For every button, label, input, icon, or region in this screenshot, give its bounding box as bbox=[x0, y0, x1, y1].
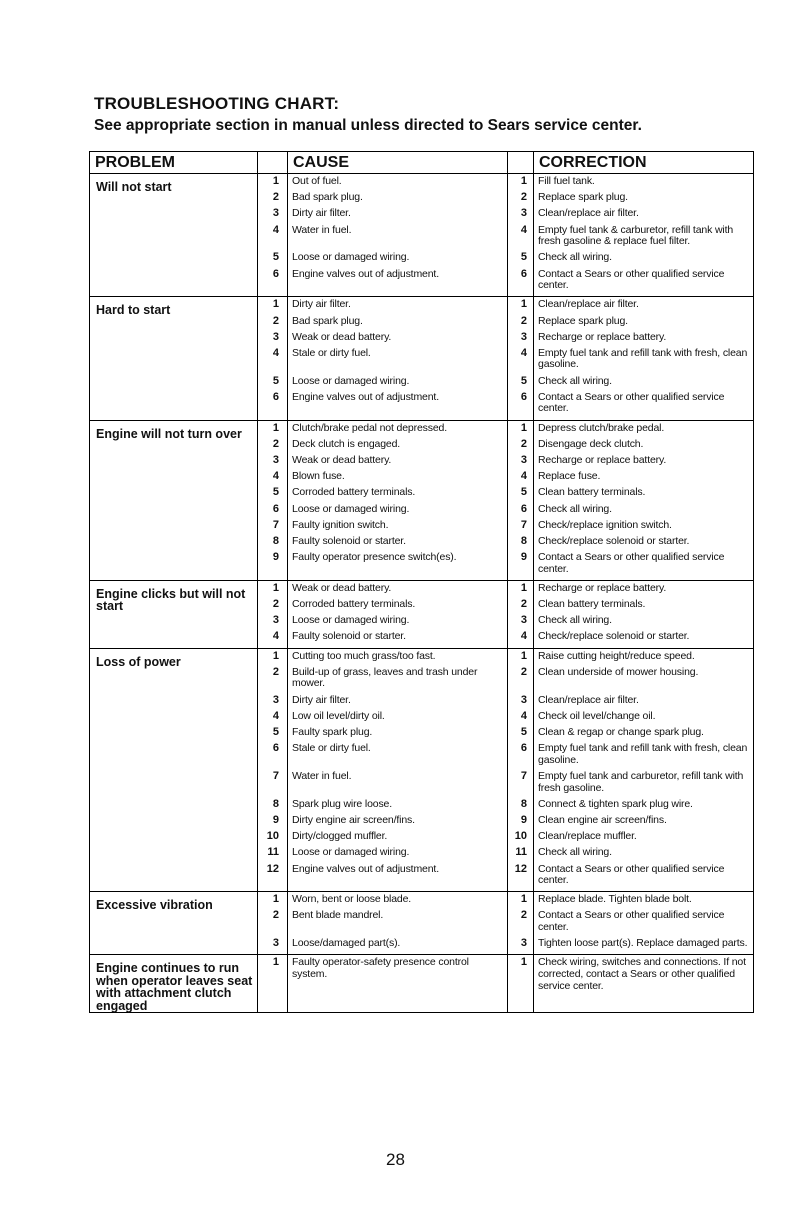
correction-numbers bbox=[508, 174, 534, 297]
cause-text: Cutting too much grass/too fast. bbox=[292, 649, 436, 662]
cause-text: Corroded battery terminals. bbox=[292, 598, 416, 611]
table-row bbox=[90, 174, 754, 297]
cause-number: 3 bbox=[272, 207, 279, 220]
correction-number: 6 bbox=[520, 742, 527, 755]
cause-text: Dirty air filter. bbox=[292, 693, 351, 706]
correction-number: 1 bbox=[520, 421, 527, 434]
cause-number: 1 bbox=[272, 649, 279, 662]
cause-number: 2 bbox=[272, 314, 279, 327]
correction-number: 9 bbox=[520, 813, 527, 826]
correction-text: Clean & regap or change spark plug. bbox=[538, 726, 704, 738]
cause-numbers bbox=[258, 420, 288, 580]
cause-number: 3 bbox=[272, 454, 279, 466]
cause-number: 4 bbox=[272, 470, 279, 483]
cause-number: 2 bbox=[272, 665, 279, 678]
problem-cell: Engine will not turn over bbox=[90, 420, 258, 580]
cause-numbers bbox=[258, 297, 288, 420]
cause-text: Worn, bent or loose blade. bbox=[292, 893, 412, 906]
correction-text: Tighten loose part(s). Replace damaged parts. bbox=[538, 937, 748, 950]
cause-text: Stale or dirty fuel. bbox=[292, 742, 371, 755]
correction-numbers bbox=[508, 648, 534, 892]
cause-number: 7 bbox=[272, 769, 279, 782]
correction-numbers bbox=[508, 420, 534, 580]
cause-text: Dirty engine air screen/fins. bbox=[292, 813, 415, 826]
cause-numbers bbox=[258, 648, 288, 892]
cause-numbers bbox=[258, 955, 288, 1013]
correction-text: Check/replace ignition switch. bbox=[538, 518, 672, 531]
correction-text: Check all wiring. bbox=[538, 614, 612, 627]
correction-number: 3 bbox=[520, 693, 527, 706]
cause-text: Weak or dead battery. bbox=[292, 454, 392, 466]
table-row bbox=[90, 420, 754, 580]
correction-number: 9 bbox=[520, 551, 527, 564]
correction-number: 2 bbox=[520, 598, 527, 611]
correction-text: Check all wiring. bbox=[538, 251, 612, 264]
cause-number: 5 bbox=[272, 486, 279, 499]
cause-text: Engine valves out of adjustment. bbox=[292, 390, 439, 403]
correction-numbers bbox=[508, 580, 534, 648]
correction-text: Clean battery terminals. bbox=[538, 486, 646, 499]
cause-text: Weak or dead battery. bbox=[292, 581, 392, 594]
cause-text: Deck clutch is engaged. bbox=[292, 437, 401, 450]
cause-text: Bent blade mandrel. bbox=[292, 909, 384, 922]
table-row bbox=[90, 580, 754, 648]
correction-number: 5 bbox=[520, 251, 527, 264]
cause-number: 6 bbox=[272, 267, 279, 280]
cause-number: 1 bbox=[272, 893, 279, 906]
cause-number: 7 bbox=[272, 518, 279, 531]
correction-text: Replace blade. Tighten blade bolt. bbox=[538, 893, 692, 906]
correction-number: 6 bbox=[520, 502, 527, 515]
cause-text: Faulty ignition switch. bbox=[292, 518, 389, 531]
correction-number: 11 bbox=[515, 846, 527, 859]
correction-text: Clean/replace air filter. bbox=[538, 693, 639, 706]
cause-text: Stale or dirty fuel. bbox=[292, 346, 371, 359]
problem-cell: Loss of power bbox=[90, 648, 258, 892]
cause-number: 4 bbox=[272, 630, 279, 643]
correction-numbers bbox=[508, 955, 534, 1013]
correction-number: 5 bbox=[520, 486, 527, 499]
cause-cell bbox=[288, 174, 508, 297]
correction-number: 3 bbox=[520, 614, 527, 627]
correction-number: 3 bbox=[520, 454, 527, 466]
correction-text: Replace spark plug. bbox=[538, 191, 628, 204]
chart-subtitle: See appropriate section in manual unless directed to Sears service center. bbox=[94, 117, 642, 134]
cause-text: Build-up of grass, leaves and trash under mower. bbox=[292, 665, 478, 690]
chart-title: TROUBLESHOOTING CHART: bbox=[94, 94, 340, 113]
cause-number: 9 bbox=[272, 551, 279, 564]
correction-text: Recharge or replace battery. bbox=[538, 581, 667, 594]
correction-cell bbox=[534, 580, 754, 648]
correction-cell bbox=[534, 174, 754, 297]
cause-text: Faulty operator-safety presence control system. bbox=[292, 956, 469, 981]
table-body bbox=[90, 174, 754, 1013]
correction-number: 7 bbox=[520, 518, 527, 531]
cause-cell bbox=[288, 297, 508, 420]
correction-text: Check all wiring. bbox=[538, 374, 612, 387]
correction-number: 7 bbox=[520, 769, 527, 782]
table-header-row bbox=[90, 152, 754, 174]
cause-number: 3 bbox=[272, 937, 279, 950]
correction-number: 1 bbox=[520, 298, 527, 311]
cause-cell bbox=[288, 420, 508, 580]
table-row bbox=[90, 648, 754, 892]
correction-text: Check/replace solenoid or starter. bbox=[538, 630, 690, 643]
cause-number: 10 bbox=[266, 830, 279, 843]
cause-text: Faulty solenoid or starter. bbox=[292, 534, 406, 547]
cause-number: 1 bbox=[272, 581, 279, 594]
correction-cell bbox=[534, 420, 754, 580]
cause-header: CAUSE bbox=[288, 152, 508, 174]
cause-text: Engine valves out of adjustment. bbox=[292, 267, 439, 280]
cause-text: Water in fuel. bbox=[292, 769, 352, 782]
table-row bbox=[90, 955, 754, 1013]
cause-text: Spark plug wire loose. bbox=[292, 797, 393, 810]
cause-text: Corroded battery terminals. bbox=[292, 486, 416, 499]
cause-text: Loose/damaged part(s). bbox=[292, 937, 401, 950]
correction-number: 2 bbox=[520, 191, 527, 204]
cause-number: 5 bbox=[272, 726, 279, 738]
correction-text: Disengage deck clutch. bbox=[538, 437, 644, 450]
correction-number: 1 bbox=[520, 956, 527, 969]
cause-number: 1 bbox=[272, 421, 279, 434]
cause-numbers bbox=[258, 174, 288, 297]
cause-number-header bbox=[258, 152, 288, 174]
correction-number: 4 bbox=[520, 346, 527, 359]
correction-text: Contact a Sears or other qualified service center. bbox=[538, 390, 725, 415]
correction-number: 2 bbox=[520, 665, 527, 678]
cause-cell bbox=[288, 580, 508, 648]
cause-number: 8 bbox=[272, 797, 279, 810]
problem-cell: Will not start bbox=[90, 174, 258, 297]
page-number: 28 bbox=[386, 1150, 405, 1169]
cause-number: 6 bbox=[272, 502, 279, 515]
correction-number: 4 bbox=[520, 470, 527, 483]
cause-text: Bad spark plug. bbox=[292, 314, 363, 327]
correction-text: Connect & tighten spark plug wire. bbox=[538, 797, 693, 810]
correction-text: Recharge or replace battery. bbox=[538, 330, 667, 343]
table-row bbox=[90, 892, 754, 955]
cause-number: 11 bbox=[267, 846, 279, 859]
cause-numbers bbox=[258, 892, 288, 955]
correction-numbers bbox=[508, 297, 534, 420]
correction-text: Check/replace solenoid or starter. bbox=[538, 534, 690, 547]
table-row bbox=[90, 297, 754, 420]
correction-number: 2 bbox=[520, 314, 527, 327]
cause-text: Loose or damaged wiring. bbox=[292, 502, 410, 515]
cause-text: Dirty air filter. bbox=[292, 298, 351, 311]
cause-number: 4 bbox=[272, 709, 279, 722]
correction-number: 8 bbox=[520, 534, 527, 547]
cause-number: 2 bbox=[272, 437, 279, 450]
correction-number: 1 bbox=[520, 175, 527, 187]
cause-text: Faulty spark plug. bbox=[292, 726, 373, 738]
cause-text: Low oil level/dirty oil. bbox=[292, 709, 385, 722]
cause-text: Loose or damaged wiring. bbox=[292, 614, 410, 627]
correction-number: 6 bbox=[520, 267, 527, 280]
correction-number: 2 bbox=[520, 909, 527, 922]
correction-numbers bbox=[508, 892, 534, 955]
cause-number: 5 bbox=[272, 251, 279, 264]
correction-text: Check oil level/change oil. bbox=[538, 709, 656, 722]
problem-cell: Hard to start bbox=[90, 297, 258, 420]
cause-number: 1 bbox=[272, 298, 279, 311]
problem-cell: Engine clicks but will not start bbox=[90, 580, 258, 648]
correction-number: 4 bbox=[520, 709, 527, 722]
correction-text: Check wiring, switches and connections. If not corrected, contact a Sears or other qualified service center. bbox=[538, 956, 746, 992]
correction-text: Empty fuel tank and refill tank with fresh, clean gasoline. bbox=[538, 346, 748, 371]
correction-text: Clean engine air screen/fins. bbox=[538, 813, 667, 826]
correction-text: Empty fuel tank and carburetor, refill tank with fresh gasoline. bbox=[538, 769, 744, 794]
correction-text: Clean underside of mower housing. bbox=[538, 665, 699, 678]
correction-text: Recharge or replace battery. bbox=[538, 454, 667, 466]
correction-text: Raise cutting height/reduce speed. bbox=[538, 649, 695, 662]
correction-number: 1 bbox=[520, 893, 527, 906]
cause-text: Loose or damaged wiring. bbox=[292, 374, 410, 387]
correction-number: 12 bbox=[514, 862, 527, 875]
cause-text: Out of fuel. bbox=[292, 175, 342, 187]
correction-number: 5 bbox=[520, 726, 527, 738]
correction-text: Empty fuel tank & carburetor, refill tank with fresh gasoline & replace fuel filter. bbox=[538, 223, 734, 248]
problem-header: PROBLEM bbox=[90, 152, 258, 174]
correction-header: CORRECTION bbox=[534, 152, 754, 174]
cause-text: Water in fuel. bbox=[292, 223, 352, 236]
cause-number: 4 bbox=[272, 346, 279, 359]
correction-number: 3 bbox=[520, 207, 527, 220]
cause-number: 5 bbox=[272, 374, 279, 387]
cause-number: 6 bbox=[272, 742, 279, 755]
cause-text: Loose or damaged wiring. bbox=[292, 251, 410, 264]
correction-number: 1 bbox=[520, 581, 527, 594]
correction-number: 1 bbox=[520, 649, 527, 662]
cause-cell bbox=[288, 648, 508, 892]
cause-number: 4 bbox=[272, 223, 279, 236]
correction-text: Contact a Sears or other qualified service center. bbox=[538, 862, 725, 887]
correction-cell bbox=[534, 955, 754, 1013]
cause-number: 12 bbox=[266, 862, 279, 875]
correction-cell bbox=[534, 892, 754, 955]
cause-text: Bad spark plug. bbox=[292, 191, 363, 204]
correction-text: Contact a Sears or other qualified service center. bbox=[538, 551, 725, 575]
cause-text: Faulty solenoid or starter. bbox=[292, 630, 406, 643]
correction-text: Check all wiring. bbox=[538, 502, 612, 515]
cause-cell bbox=[288, 892, 508, 955]
cause-number: 3 bbox=[272, 614, 279, 627]
problem-cell: Engine continues to run when operator leaves seat with attachment clutch engaged bbox=[90, 955, 258, 1013]
problem-cell: Excessive vibration bbox=[90, 892, 258, 955]
correction-number: 6 bbox=[520, 390, 527, 403]
correction-number: 2 bbox=[520, 437, 527, 450]
cause-number: 3 bbox=[272, 330, 279, 343]
cause-number: 1 bbox=[272, 956, 279, 969]
correction-text: Clean/replace air filter. bbox=[538, 298, 639, 311]
cause-text: Weak or dead battery. bbox=[292, 330, 392, 343]
troubleshooting-table bbox=[89, 151, 754, 1013]
correction-cell bbox=[534, 648, 754, 892]
cause-number: 9 bbox=[272, 813, 279, 826]
correction-text: Replace spark plug. bbox=[538, 314, 628, 327]
cause-number: 3 bbox=[272, 693, 279, 706]
cause-number: 2 bbox=[272, 909, 279, 922]
correction-text: Replace fuse. bbox=[538, 470, 601, 483]
correction-text: Empty fuel tank and refill tank with fresh, clean gasoline. bbox=[538, 742, 748, 766]
correction-cell bbox=[534, 297, 754, 420]
correction-text: Clean/replace muffler. bbox=[538, 830, 637, 843]
correction-number: 8 bbox=[520, 797, 527, 810]
correction-text: Fill fuel tank. bbox=[538, 175, 595, 187]
correction-text: Contact a Sears or other qualified service center. bbox=[538, 909, 725, 934]
cause-text: Dirty/clogged muffler. bbox=[292, 830, 388, 843]
cause-number: 8 bbox=[272, 534, 279, 547]
correction-number: 3 bbox=[520, 937, 527, 950]
cause-number: 2 bbox=[272, 191, 279, 204]
correction-number: 4 bbox=[520, 223, 527, 236]
cause-number: 2 bbox=[272, 598, 279, 611]
correction-text: Clean/replace air filter. bbox=[538, 207, 639, 220]
cause-text: Blown fuse. bbox=[292, 470, 345, 483]
cause-number: 1 bbox=[272, 175, 279, 187]
cause-text: Engine valves out of adjustment. bbox=[292, 862, 439, 875]
cause-text: Dirty air filter. bbox=[292, 207, 351, 220]
cause-number: 6 bbox=[272, 390, 279, 403]
cause-text: Clutch/brake pedal not depressed. bbox=[292, 421, 447, 434]
cause-text: Loose or damaged wiring. bbox=[292, 846, 410, 859]
correction-number: 10 bbox=[514, 830, 527, 843]
correction-text: Clean battery terminals. bbox=[538, 598, 646, 611]
correction-number: 4 bbox=[520, 630, 527, 643]
correction-text: Check all wiring. bbox=[538, 846, 612, 859]
correction-number-header bbox=[508, 152, 534, 174]
correction-number: 3 bbox=[520, 330, 527, 343]
cause-text: Faulty operator presence switch(es). bbox=[292, 551, 457, 564]
cause-cell bbox=[288, 955, 508, 1013]
correction-text: Depress clutch/brake pedal. bbox=[538, 421, 665, 434]
correction-number: 5 bbox=[520, 374, 527, 387]
cause-numbers bbox=[258, 580, 288, 648]
correction-text: Contact a Sears or other qualified service center. bbox=[538, 267, 725, 292]
